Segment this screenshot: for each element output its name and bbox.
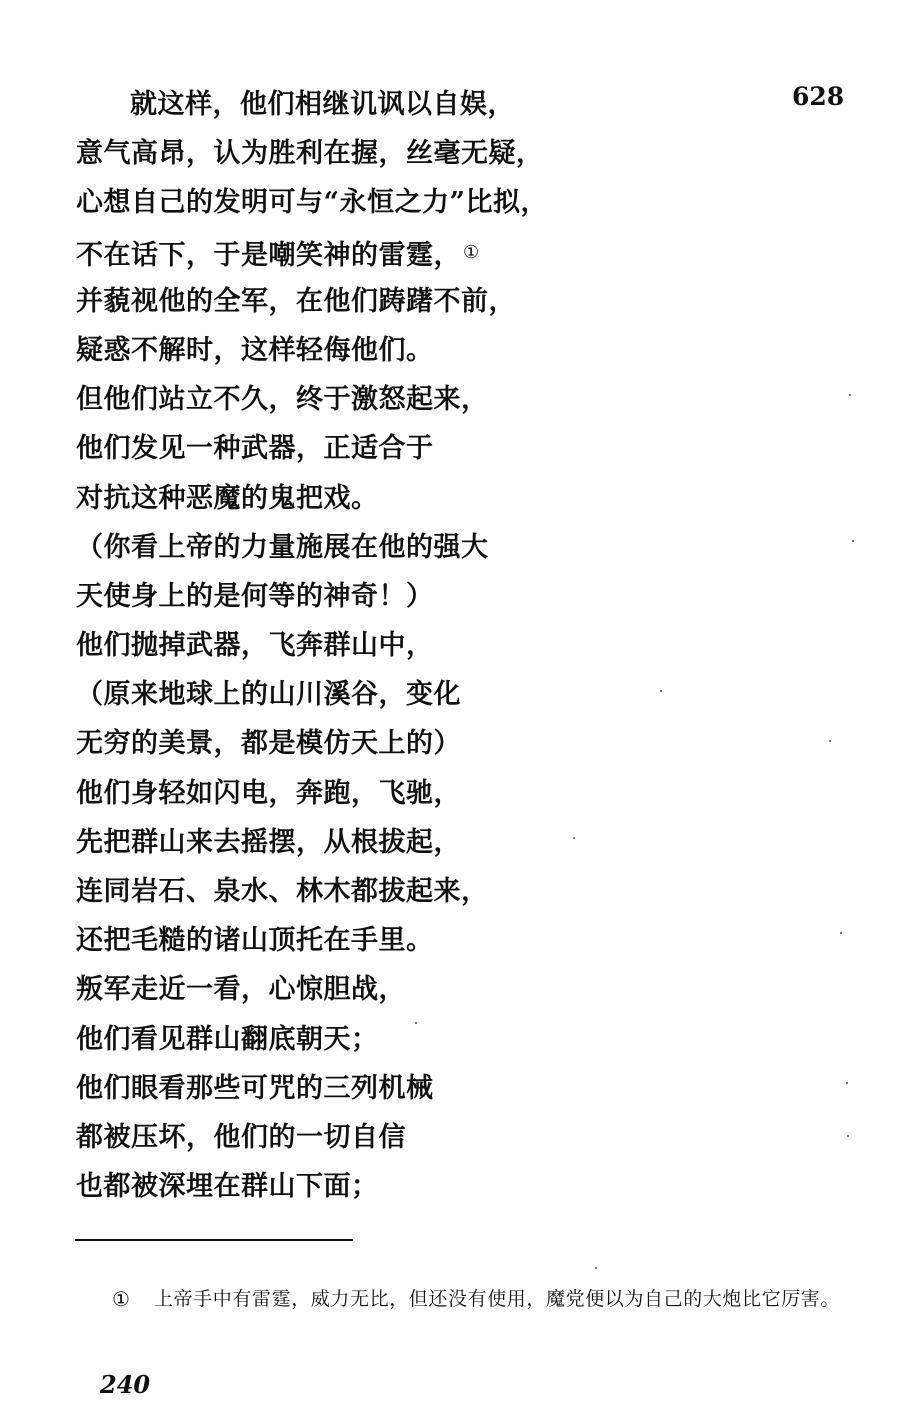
verse-line: 他们眼看那些可咒的三列机械 [76, 1072, 434, 1104]
verse-line: 他们发见一种武器，正适合于 [76, 433, 434, 465]
verse-line: 也都被深埋在群山下面； [76, 1171, 379, 1203]
verse-line-with-footnote [76, 228, 776, 277]
verse-line: 并藐视他的全军，在他们踌躇不前， [76, 285, 516, 317]
verse-line: 就这样，他们相继讥讽以自娱， [130, 89, 515, 120]
footnote [112, 1284, 852, 1314]
scan-speck [846, 1082, 848, 1084]
verse-line: 都被压坏，他们的一切自信 [76, 1121, 406, 1153]
verse-line: 连同岩石、泉水、林木都拔起来， [76, 876, 489, 907]
verse-line: 他们看见群山翻底朝天； [76, 1023, 379, 1055]
line-number: 628 [792, 82, 845, 111]
footnote-divider [75, 1239, 353, 1241]
scan-speck [852, 540, 854, 542]
verse-line: 无穷的美景，都是模仿天上的） [76, 728, 461, 760]
verse-line: 还把毛糙的诸山顶托在手里。 [76, 925, 434, 957]
verse-line: 但他们站立不久，终于激怒起来， [76, 384, 489, 416]
scan-speck [573, 837, 575, 839]
scan-speck [847, 1135, 849, 1137]
verse-line-text: 不在话下，于是嘲笑神的雷霆， [76, 239, 461, 271]
verse-line: （原来地球上的山川溪谷，变化 [76, 679, 461, 711]
scan-speck [595, 1267, 597, 1269]
verse-line: 疑惑不解时，这样轻侮他们。 [76, 334, 434, 366]
scan-speck [849, 394, 851, 396]
verse-line: 他们抛掉武器，飞奔群山中， [76, 630, 434, 662]
verse-line: 先把群山来去摇摆，从根拔起， [76, 826, 461, 858]
scan-speck [840, 932, 842, 934]
verse-line: 心想自己的发明可与“永恒之力”比拟， [76, 187, 549, 219]
page-number: 240 [100, 1370, 151, 1399]
footnote-marker: ① [112, 1287, 130, 1311]
verse-line: 叛军走近一看，心惊胆战， [76, 974, 406, 1006]
scan-speck [415, 1022, 417, 1024]
verse-line: 他们身轻如闪电，奔跑，飞驰， [76, 777, 461, 809]
verse-line: 天使身上的是何等的神奇！） [76, 580, 434, 612]
verse-line: 对抗这种恶魔的鬼把戏。 [76, 482, 379, 514]
scan-speck [660, 690, 662, 692]
scan-speck [829, 740, 831, 742]
footnote-text: 上帝手中有雷霆，威力无比，但还没有使用，魔党便以为自己的大炮比它厉害。 [154, 1288, 841, 1310]
verse-line: 意气高昂，认为胜利在握，丝毫无疑， [76, 138, 544, 170]
verse-line: （你看上帝的力量施展在他的强大 [76, 531, 489, 563]
poem-text [76, 80, 776, 1211]
footnote-reference[interactable]: ① [463, 241, 480, 263]
